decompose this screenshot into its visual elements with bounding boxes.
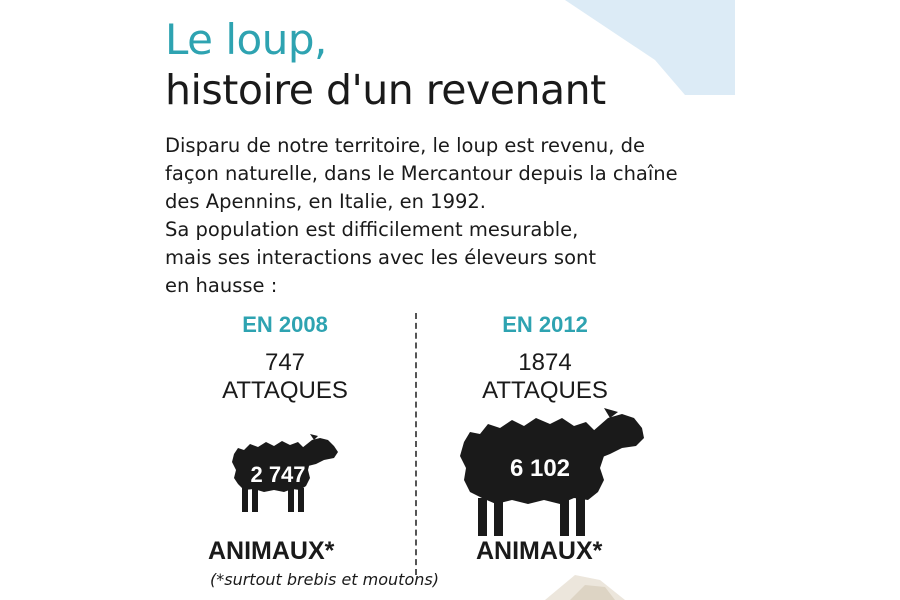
animals-label-2012: ANIMAUX* [476,537,603,565]
attacks-count-2008: 747 [264,349,306,376]
intro-line: Sa population est difficilement mesurable, [165,218,579,241]
intro-line: mais ses interactions avec les éleveurs sont [165,246,597,269]
intro-line: Disparu de notre territoire, le loup est revenu, de [165,134,646,157]
animals-count-2008: 2 747 [250,462,306,487]
page-subtitle: histoire d'un revenant [165,66,606,114]
column-divider [415,313,417,575]
intro-line: façon naturelle, dans le Mercantour depuis la chaîne [165,162,678,185]
intro-line: en hausse : [165,274,278,297]
animals-label-2008: ANIMAUX* [208,537,335,565]
attacks-label-2008: ATTAQUES [222,377,348,404]
decorative-bottom-shape [545,575,625,600]
animals-count-2012: 6 102 [509,455,571,482]
footnote: (*surtout brebis et moutons) [210,570,439,589]
intro-paragraph [165,132,765,300]
attacks-label-2012: ATTAQUES [482,377,608,404]
year-label-2012: EN 2012 [502,312,588,337]
page-title: Le loup, [165,15,327,64]
attacks-count-2012: 1874 [518,349,572,376]
intro-line: des Apennins, en Italie, en 1992. [165,190,487,213]
year-label-2008: EN 2008 [242,312,328,337]
